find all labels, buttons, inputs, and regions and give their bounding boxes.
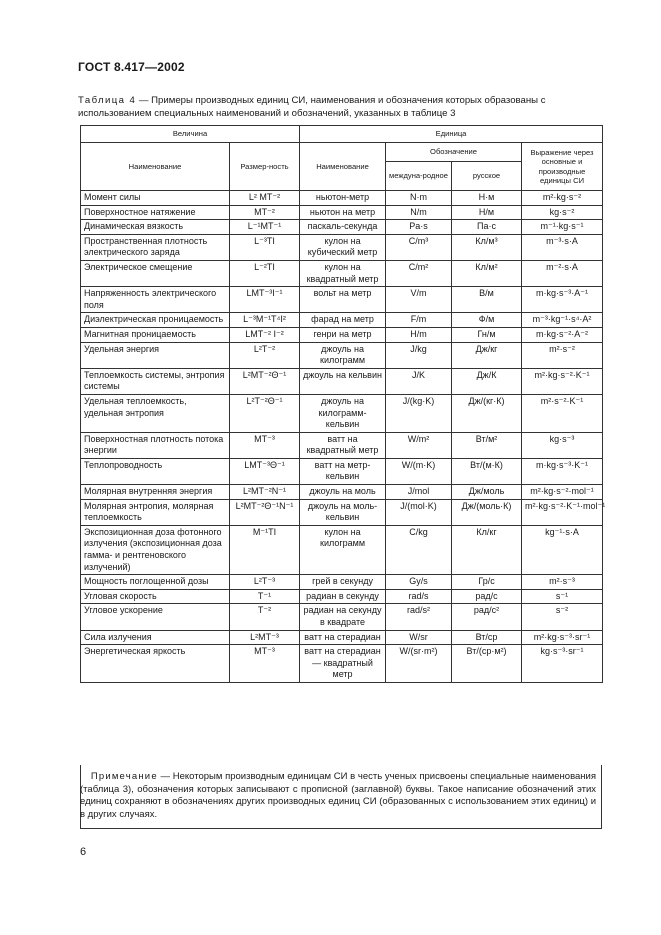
row-expression: m²·kg·s⁻² [522,191,603,206]
head-unit: Единица [300,126,603,143]
row-unit-name: джоуль на кельвин [300,368,386,394]
row-international: N·m [386,191,452,206]
row-expression: m²·s⁻²·K⁻¹ [522,394,603,432]
row-expression: m⁻²·s·A [522,260,603,286]
row-international: Gy/s [386,575,452,590]
row-expression: m²·s⁻³ [522,575,603,590]
row-russian: Кл/м² [452,260,522,286]
row-unit-name: фарад на метр [300,313,386,328]
row-expression: m⁻³·s·A [522,234,603,260]
row-dimension: L²T⁻²Θ⁻¹ [230,394,300,432]
row-unit-name: кулон на кубический метр [300,234,386,260]
row-unit-name: радиан в секунду [300,589,386,604]
head-designation: Обозначение [386,143,522,162]
row-expression: m·kg·s⁻³·K⁻¹ [522,458,603,484]
table-row [81,234,603,260]
row-international: H/m [386,327,452,342]
row-dimension: MT⁻³ [230,432,300,458]
row-dimension: MT⁻³ [230,645,300,683]
table-row [81,287,603,313]
row-unit-name: грей в секунду [300,575,386,590]
row-international: rad/s [386,589,452,604]
row-expression: m⁻¹·kg·s⁻¹ [522,220,603,235]
row-international: J/(kg·K) [386,394,452,432]
head-unit-name: Наименование [300,143,386,191]
row-international: W/(m·K) [386,458,452,484]
table-row [81,260,603,286]
row-dimension: LMT⁻³Θ⁻¹ [230,458,300,484]
row-quantity-name: Поверхностная плотность потока энергии [81,432,230,458]
table-row [81,589,603,604]
row-expression: kg·s⁻³·sr⁻¹ [522,645,603,683]
row-expression: m²·kg·s⁻²·K⁻¹ [522,368,603,394]
row-unit-name: вольт на метр [300,287,386,313]
row-international: J/K [386,368,452,394]
row-quantity-name: Электрическое смещение [81,260,230,286]
row-expression: m·kg·s⁻²·A⁻² [522,327,603,342]
row-russian: Гр/с [452,575,522,590]
row-international: rad/s² [386,604,452,630]
table-row [81,313,603,328]
page-number: 6 [80,846,87,858]
row-russian: Дж/(кг·К) [452,394,522,432]
row-expression: m⁻³·kg⁻¹·s⁴·A² [522,313,603,328]
row-dimension: L⁻¹MT⁻¹ [230,220,300,235]
row-dimension: L²MT⁻²Θ⁻¹N⁻¹ [230,499,300,525]
row-unit-name: джоуль на килограмм [300,342,386,368]
note-label: Примечание [90,771,158,782]
row-international: C/m³ [386,234,452,260]
row-russian: Дж/(моль·К) [452,499,522,525]
row-quantity-name: Молярная энтропия, молярная теплоемкость [81,499,230,525]
row-russian: Дж/моль [452,485,522,500]
row-unit-name: ньютон-метр [300,191,386,206]
row-dimension: L²T⁻² [230,342,300,368]
row-unit-name: кулон на килограмм [300,525,386,574]
head-dimension: Размер-ность [230,143,300,191]
row-unit-name: радиан на секунду в квадрате [300,604,386,630]
row-quantity-name: Динамическая вязкость [81,220,230,235]
row-expression: kg·s⁻³ [522,432,603,458]
row-quantity-name: Теплопроводность [81,458,230,484]
table-row [81,368,603,394]
caption-text: — Примеры производных единиц СИ, наименования и обозначения которых образованы с использованием специальных наименований и обозначений, указанных в таблице 3 [78,95,546,119]
table-row [81,220,603,235]
row-dimension: LMT⁻² I⁻² [230,327,300,342]
row-russian: Н·м [452,191,522,206]
units-table [80,125,606,683]
note-text: — Некоторым производным единицам СИ в честь ученых присвоены специальные наименования (таблица 3), обозначения которых записывают с прописной (заглавной) буквы. Такое написание обозначений этих единиц сохраняют в обозначениях других производных единиц СИ (образованных с использованием этих единиц) и в других случаях. [80,771,596,820]
row-expression: m²·kg·s⁻²·K⁻¹·mol⁻¹ [522,499,603,525]
row-unit-name: джоуль на моль-кельвин [300,499,386,525]
row-quantity-name: Пространственная плотность электрического заряда [81,234,230,260]
row-dimension: M⁻¹TI [230,525,300,574]
row-international: J/kg [386,342,452,368]
row-quantity-name: Мощность поглощенной дозы [81,575,230,590]
row-international: W/(sr·m²) [386,645,452,683]
row-unit-name: джоуль на килограмм-кельвин [300,394,386,432]
table-row [81,458,603,484]
head-russian: русское [452,162,522,191]
row-quantity-name: Угловая скорость [81,589,230,604]
row-expression: m²·s⁻² [522,342,603,368]
row-dimension: LMT⁻³I⁻¹ [230,287,300,313]
table-note [80,771,596,821]
table-row [81,525,603,574]
row-expression: s⁻² [522,604,603,630]
row-international: W/sr [386,630,452,645]
row-international: Pa·s [386,220,452,235]
row-russian: рад/с [452,589,522,604]
row-dimension: L⁻³M⁻¹T⁴I² [230,313,300,328]
row-quantity-name: Теплоемкость системы, энтропия системы [81,368,230,394]
row-quantity-name: Удельная теплоемкость, удельная энтропия [81,394,230,432]
row-russian: Па·с [452,220,522,235]
row-dimension: MT⁻² [230,205,300,220]
row-international: C/kg [386,525,452,574]
row-quantity-name: Сила излучения [81,630,230,645]
row-international: W/m² [386,432,452,458]
row-dimension: L⁻³TI [230,234,300,260]
row-quantity-name: Диэлектрическая проницаемость [81,313,230,328]
table-row [81,327,603,342]
row-quantity-name: Напряженность электрического поля [81,287,230,313]
table-row [81,432,603,458]
table-row [81,604,603,630]
row-russian: рад/с² [452,604,522,630]
row-expression: kg⁻¹·s·A [522,525,603,574]
table-row [81,191,603,206]
row-quantity-name: Магнитная проницаемость [81,327,230,342]
head-international: междуна-родное [386,162,452,191]
row-quantity-name: Молярная внутренняя энергия [81,485,230,500]
row-dimension: L²MT⁻²Θ⁻¹ [230,368,300,394]
row-international: C/m² [386,260,452,286]
table-row [81,205,603,220]
row-russian: В/м [452,287,522,313]
row-international: V/m [386,287,452,313]
row-russian: Вт/ср [452,630,522,645]
row-unit-name: ньютон на метр [300,205,386,220]
row-quantity-name: Угловое ускорение [81,604,230,630]
row-russian: Гн/м [452,327,522,342]
caption-label: Таблица 4 [78,95,137,106]
row-unit-name: ватт на метр-кельвин [300,458,386,484]
row-dimension: L² MT⁻² [230,191,300,206]
row-dimension: T⁻² [230,604,300,630]
table-row [81,342,603,368]
table-row [81,575,603,590]
row-dimension: L²T⁻³ [230,575,300,590]
table-row [81,645,603,683]
row-russian: Дж/К [452,368,522,394]
row-dimension: L²MT⁻²N⁻¹ [230,485,300,500]
row-unit-name: ватт на стерадиан — квадратный метр [300,645,386,683]
row-unit-name: джоуль на моль [300,485,386,500]
row-international: N/m [386,205,452,220]
row-quantity-name: Удельная энергия [81,342,230,368]
row-unit-name: кулон на квадратный метр [300,260,386,286]
row-unit-name: ватт на стерадиан [300,630,386,645]
table-body [81,191,606,683]
row-dimension: T⁻¹ [230,589,300,604]
row-quantity-name: Момент силы [81,191,230,206]
row-expression: kg·s⁻² [522,205,603,220]
row-russian: Вт/(м·К) [452,458,522,484]
row-russian: Вт/(ср·м²) [452,645,522,683]
row-international: F/m [386,313,452,328]
row-russian: Ф/м [452,313,522,328]
row-russian: Дж/кг [452,342,522,368]
row-quantity-name: Экспозиционная доза фотонного излучения (экспозиционная доза гамма- и рентгеновского излучений) [81,525,230,574]
head-expression: Выражение через основные и производные единицы СИ [522,143,603,191]
row-expression: m²·kg·s⁻³·sr⁻¹ [522,630,603,645]
row-international: J/(mol·K) [386,499,452,525]
row-unit-name: паскаль-секунда [300,220,386,235]
table-row [81,499,603,525]
row-russian: Кл/кг [452,525,522,574]
row-dimension: L²MT⁻³ [230,630,300,645]
row-dimension: L⁻²TI [230,260,300,286]
row-international: J/mol [386,485,452,500]
table-row [81,485,603,500]
table-caption [78,94,598,120]
row-unit-name: ватт на квадратный метр [300,432,386,458]
row-russian: Н/м [452,205,522,220]
row-expression: m²·kg·s⁻²·mol⁻¹ [522,485,603,500]
head-quantity: Величина [81,126,300,143]
row-expression: s⁻¹ [522,589,603,604]
row-russian: Вт/м² [452,432,522,458]
head-quantity-name: Наименование [81,143,230,191]
table-row [81,630,603,645]
row-unit-name: генри на метр [300,327,386,342]
row-russian: Кл/м³ [452,234,522,260]
table-row [81,394,603,432]
row-quantity-name: Поверхностное натяжение [81,205,230,220]
row-quantity-name: Энергетическая яркость [81,645,230,683]
document-header: ГОСТ 8.417—2002 [78,60,185,74]
row-expression: m·kg·s⁻³·A⁻¹ [522,287,603,313]
